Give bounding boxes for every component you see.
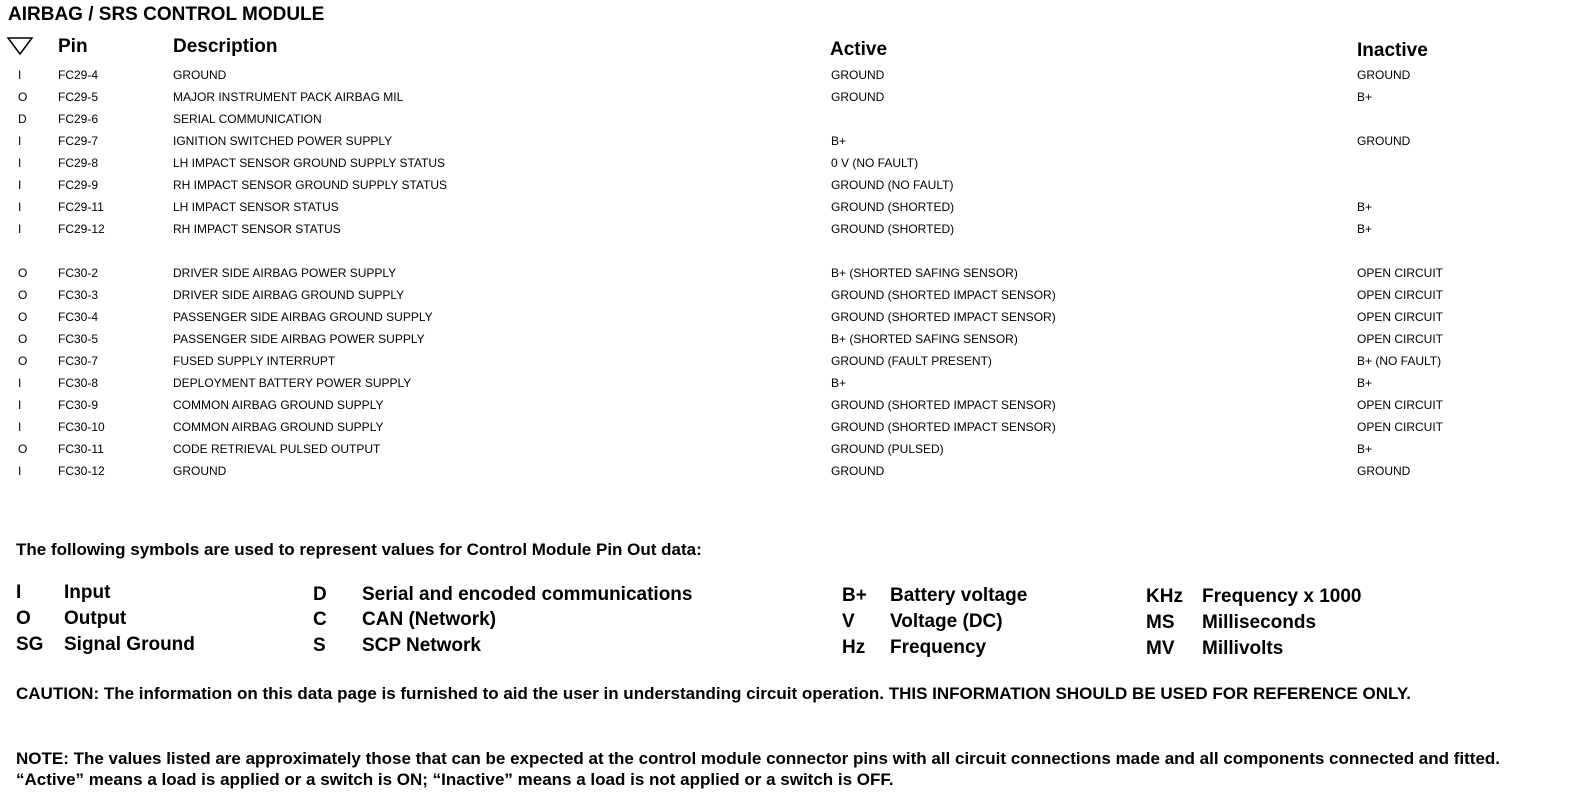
pin-cell: FC30-10 (58, 420, 105, 434)
legend-meaning: CAN (Network) (362, 609, 497, 630)
table-row (0, 178, 1584, 200)
description-cell: RH IMPACT SENSOR STATUS (173, 222, 341, 236)
io-type-cell: O (18, 332, 28, 346)
legend-meaning: Serial and encoded communications (362, 584, 693, 605)
io-type-cell: O (18, 266, 28, 280)
inactive-cell: OPEN CIRCUIT (1357, 266, 1444, 280)
table-row (0, 464, 1584, 486)
legend-meaning: Millivolts (1202, 638, 1284, 659)
legend-meaning: Input (64, 582, 111, 603)
table-row (0, 266, 1584, 288)
note-text: NOTE: The values listed are approximately those that can be expected at the control module connector pins with all circuit connections made and all components connected and fitted. “Active” means a load is applied or a switch is ON; “Inactive” means a load is not applied or a switch is OFF. (16, 749, 1501, 789)
active-cell: 0 V (NO FAULT) (831, 156, 919, 170)
active-cell: GROUND (831, 90, 885, 104)
active-cell: GROUND (SHORTED IMPACT SENSOR) (831, 420, 1056, 434)
legend-symbol: KHz (1146, 586, 1183, 607)
page-title: AIRBAG / SRS CONTROL MODULE (8, 4, 325, 25)
table-row (0, 200, 1584, 222)
pin-cell: FC30-11 (58, 442, 104, 456)
pin-cell: FC30-5 (58, 332, 99, 346)
legend-symbol: V (842, 611, 855, 632)
io-type-cell: I (18, 398, 22, 412)
pin-cell: FC30-9 (58, 398, 99, 412)
column-header-pin: Pin (58, 36, 88, 57)
pin-cell: FC29-9 (58, 178, 99, 192)
pin-cell: FC30-8 (58, 376, 99, 390)
pin-cell: FC29-4 (58, 68, 99, 82)
io-type-cell: I (18, 156, 22, 170)
description-cell: DRIVER SIDE AIRBAG GROUND SUPPLY (173, 288, 405, 302)
legend-meaning: Frequency x 1000 (1202, 586, 1362, 607)
legend-meaning: Output (64, 608, 127, 629)
pin-cell: FC29-5 (58, 90, 99, 104)
table-row (0, 376, 1584, 398)
io-type-cell: D (18, 112, 27, 126)
table-row (0, 112, 1584, 134)
active-cell: B+ (831, 134, 847, 148)
description-cell: GROUND (173, 464, 227, 478)
description-cell: PASSENGER SIDE AIRBAG GROUND SUPPLY (173, 310, 433, 324)
description-cell: DEPLOYMENT BATTERY POWER SUPPLY (173, 376, 412, 390)
inactive-cell: B+ (1357, 90, 1373, 104)
io-type-cell: O (18, 90, 28, 104)
active-cell: GROUND (831, 68, 885, 82)
inactive-cell: OPEN CIRCUIT (1357, 420, 1444, 434)
io-type-cell: O (18, 288, 28, 302)
description-cell: COMMON AIRBAG GROUND SUPPLY (173, 420, 384, 434)
table-row (0, 90, 1584, 112)
inactive-cell: B+ (1357, 200, 1373, 214)
legend-meaning: Signal Ground (64, 634, 195, 655)
io-type-cell: I (18, 68, 22, 82)
table-row (0, 222, 1584, 244)
table-row (0, 420, 1584, 442)
active-cell: B+ (831, 376, 847, 390)
description-cell: IGNITION SWITCHED POWER SUPPLY (173, 134, 393, 148)
inactive-cell: B+ (1357, 376, 1373, 390)
io-type-cell: I (18, 464, 22, 478)
column-header-inactive: Inactive (1357, 40, 1428, 61)
legend-symbol: B+ (842, 585, 867, 606)
description-cell: CODE RETRIEVAL PULSED OUTPUT (173, 442, 381, 456)
legend-symbol: C (313, 609, 327, 630)
pin-cell: FC30-7 (58, 354, 99, 368)
table-row (0, 332, 1584, 354)
description-cell: COMMON AIRBAG GROUND SUPPLY (173, 398, 384, 412)
table-row (0, 354, 1584, 376)
pin-cell: FC30-4 (58, 310, 99, 324)
description-cell: LH IMPACT SENSOR GROUND SUPPLY STATUS (173, 156, 446, 170)
inactive-cell: B+ (1357, 222, 1373, 236)
table-row (0, 156, 1584, 178)
io-type-cell: O (18, 354, 28, 368)
io-direction-triangle-icon (6, 36, 34, 61)
pin-cell: FC29-7 (58, 134, 99, 148)
table-row (0, 134, 1584, 156)
legend-meaning: Milliseconds (1202, 612, 1317, 633)
inactive-cell: GROUND (1357, 134, 1411, 148)
legend-symbol: Hz (842, 637, 866, 658)
legend-symbol: SG (16, 634, 44, 655)
table-row (0, 442, 1584, 464)
legend-symbol: MS (1146, 612, 1175, 633)
legend-symbol: O (16, 608, 31, 629)
inactive-cell: OPEN CIRCUIT (1357, 332, 1444, 346)
symbols-intro: The following symbols are used to represent values for Control Module Pin Out data: (16, 540, 702, 559)
active-cell: B+ (SHORTED SAFING SENSOR) (831, 266, 1018, 280)
inactive-cell: GROUND (1357, 464, 1411, 478)
active-cell: GROUND (NO FAULT) (831, 178, 954, 192)
description-cell: FUSED SUPPLY INTERRUPT (173, 354, 336, 368)
legend-meaning: Battery voltage (890, 585, 1028, 606)
active-cell: GROUND (SHORTED IMPACT SENSOR) (831, 398, 1056, 412)
legend-symbol: I (16, 582, 22, 603)
pin-cell: FC30-3 (58, 288, 99, 302)
inactive-cell: OPEN CIRCUIT (1357, 398, 1444, 412)
inactive-cell: B+ (NO FAULT) (1357, 354, 1442, 368)
caution-text: CAUTION: The information on this data page is furnished to aid the user in understanding circuit operation. THIS INFORMATION SHOULD BE USED FOR REFERENCE ONLY. (16, 684, 1412, 703)
table-row (0, 310, 1584, 332)
io-type-cell: O (18, 442, 28, 456)
pin-cell: FC30-2 (58, 266, 99, 280)
pin-cell: FC29-11 (58, 200, 104, 214)
io-type-cell: I (18, 420, 22, 434)
io-type-cell: I (18, 178, 22, 192)
description-cell: MAJOR INSTRUMENT PACK AIRBAG MIL (173, 90, 404, 104)
pin-cell: FC29-8 (58, 156, 99, 170)
io-type-cell: I (18, 134, 22, 148)
active-cell: GROUND (SHORTED IMPACT SENSOR) (831, 310, 1056, 324)
symbols-legend (0, 582, 1584, 662)
pin-cell: FC30-12 (58, 464, 105, 478)
inactive-cell: OPEN CIRCUIT (1357, 288, 1444, 302)
active-cell: GROUND (SHORTED) (831, 200, 955, 214)
column-header-active: Active (830, 39, 888, 60)
active-cell: GROUND (SHORTED) (831, 222, 955, 236)
active-cell: GROUND (831, 464, 885, 478)
column-header-description: Description (173, 36, 278, 57)
description-cell: LH IMPACT SENSOR STATUS (173, 200, 339, 214)
active-cell: GROUND (FAULT PRESENT) (831, 354, 992, 368)
legend-symbol: MV (1146, 638, 1175, 659)
table-row (0, 288, 1584, 310)
description-cell: RH IMPACT SENSOR GROUND SUPPLY STATUS (173, 178, 448, 192)
legend-meaning: Frequency (890, 637, 987, 658)
pin-cell: FC29-6 (58, 112, 99, 126)
pin-cell: FC29-12 (58, 222, 105, 236)
active-cell: B+ (SHORTED SAFING SENSOR) (831, 332, 1018, 346)
legend-symbol: D (313, 584, 327, 605)
description-cell: DRIVER SIDE AIRBAG POWER SUPPLY (173, 266, 397, 280)
inactive-cell: B+ (1357, 442, 1373, 456)
description-cell: GROUND (173, 68, 227, 82)
inactive-cell: GROUND (1357, 68, 1411, 82)
inactive-cell: OPEN CIRCUIT (1357, 310, 1444, 324)
io-type-cell: I (18, 376, 22, 390)
table-row (0, 68, 1584, 90)
description-cell: SERIAL COMMUNICATION (173, 112, 322, 126)
active-cell: GROUND (PULSED) (831, 442, 944, 456)
legend-symbol: S (313, 635, 326, 656)
io-type-cell: I (18, 222, 22, 236)
io-type-cell: O (18, 310, 28, 324)
legend-meaning: SCP Network (362, 635, 481, 656)
legend-meaning: Voltage (DC) (890, 611, 1003, 632)
description-cell: PASSENGER SIDE AIRBAG POWER SUPPLY (173, 332, 425, 346)
active-cell: GROUND (SHORTED IMPACT SENSOR) (831, 288, 1056, 302)
table-row (0, 398, 1584, 420)
io-type-cell: I (18, 200, 22, 214)
